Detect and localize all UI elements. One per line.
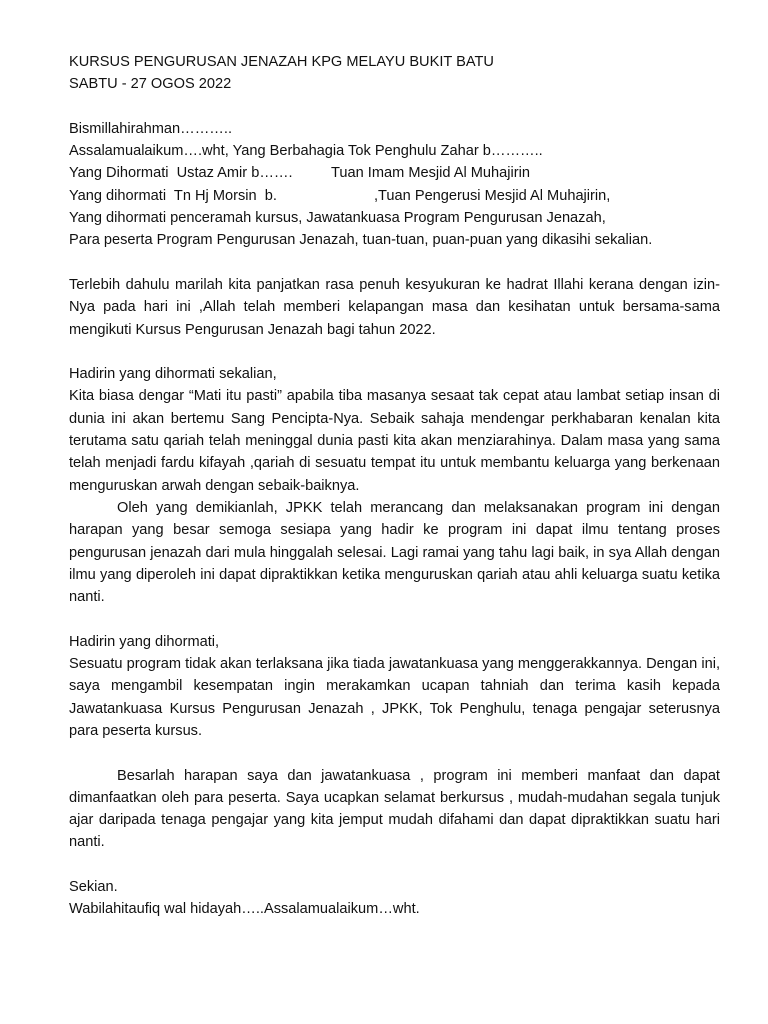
- spacer: [69, 341, 720, 363]
- paragraph-hope: Besarlah harapan saya dan jawatankuasa , program ini memberi manfaat dan dapat dimanfaatkan oleh para peserta. Saya ucapkan selamat berkursus , mudah-mudahan segala tunjuk ajar daripada tenaga pengajar yang kita jemput mudah difahami dan dapat dipraktikkan suatu hari nanti.: [69, 767, 720, 851]
- closing-final: Wabilahitaufiq wal hidayah…..Assalamualaikum…wht.: [69, 901, 420, 918]
- document-page: [69, 51, 720, 921]
- closing-sekian: Sekian.: [69, 878, 118, 895]
- greeting-imam-name: Yang Dihormati Ustaz Amir b…….: [69, 165, 293, 182]
- spacer: [69, 96, 720, 118]
- greeting-chairman-title: ,Tuan Pengerusi Mesjid Al Muhajirin,: [374, 187, 611, 204]
- document-title: KURSUS PENGURUSAN JENAZAH KPG MELAYU BUKIT BATU: [69, 54, 494, 70]
- document-date: SABTU - 27 OGOS 2022: [69, 76, 232, 93]
- paragraph-thanks: Sesuatu program tidak akan terlaksana jika tiada jawatankuasa yang menggerakkannya. Dengan ini, saya mengambil kesempatan ingin merakamkan ucapan tahniah dan terima kasih kepada Jawatankuasa Kursus Pengurusan Jenazah , JPKK, Tok Penghulu, tenaga pengajar seterusnya para peserta kursus.: [69, 656, 720, 739]
- greeting-chairman-name: Yang dihormati Tn Hj Morsin b.: [69, 187, 277, 204]
- spacer: [69, 854, 720, 876]
- greeting-chairman-row: [69, 185, 720, 207]
- paragraph-death-certain: Kita biasa dengar “Mati itu pasti” apabila tiba masanya sesaat tak cepat atau lambat setiap insan di dunia ini akan bertemu Sang Pencipta-Nya. Sebaik sahaja mendengar perkhabaran kenalan kita terutama satu qariah telah meninggal dunia pasti kita akan menziarahinya. Dalam masa yang sama telah menjadi fardu kifayah ,qariah di sesuatu tempat itu untuk membantu keluarga yang berkenaan menguruskan arwah dengan sebaik-baiknya.: [69, 388, 720, 494]
- greeting-imam-title: Tuan Imam Mesjid Al Muhajirin: [331, 165, 530, 182]
- greeting-participants: Para peserta Program Pengurusan Jenazah, tuan-tuan, puan-puan yang dikasihi sekalian.: [69, 232, 653, 249]
- salam-line: Assalamualaikum….wht, Yang Berbahagia Tok Penghulu Zahar b………..: [69, 143, 543, 160]
- greeting-speakers: Yang dihormati penceramah kursus, Jawatankuasa Program Pengurusan Jenazah,: [69, 210, 606, 227]
- spacer: [69, 252, 720, 274]
- greeting-imam-row: [69, 162, 720, 184]
- spacer: [69, 742, 720, 764]
- paragraph-program-purpose: Oleh yang demikianlah, JPKK telah merancang dan melaksanakan program ini dengan harapan yang besar semoga sesiapa yang hadir ke program ini dapat ilmu tentang proses pengurusan jenazah dari mula hinggalah selesai. Lagi ramai yang tahu lagi baik, in sya Allah dengan ilmu yang diperoleh ini dapat dipraktikkan ketika menguruskan qariah atau ahli keluarga suatu ketika nanti.: [69, 499, 720, 606]
- address-audience-1: Hadirin yang dihormati sekalian,: [69, 366, 277, 383]
- paragraph-gratitude: Terlebih dahulu marilah kita panjatkan rasa penuh kesyukuran ke hadrat Illahi kerana dengan izin-Nya pada hari ini ,Allah telah memberi kelapangan masa dan kesihatan untuk bersama-sama mengikuti Kursus Pengurusan Jenazah bagi tahun 2022.: [69, 276, 720, 338]
- opening-line: Bismillahirahman………..: [69, 120, 233, 137]
- spacer: [69, 608, 720, 630]
- address-audience-2: Hadirin yang dihormati,: [69, 633, 220, 650]
